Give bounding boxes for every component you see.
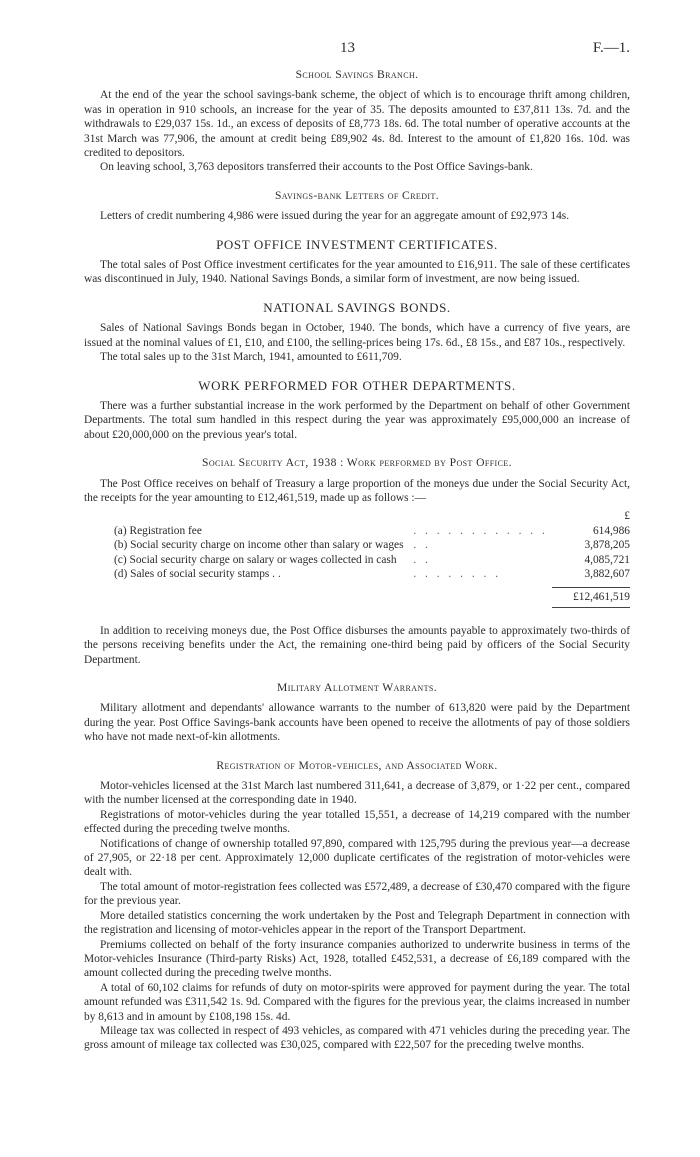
- row-amount: 3,878,205: [584, 539, 630, 552]
- paragraph: Registrations of motor-vehicles during the year totalled 15,551, a decrease of 14,219 compared with the number effected during the preceding twelve months.: [84, 808, 630, 836]
- paragraph: There was a further substantial increase in the work performed by the Department on behalf of other Government Departments. The total sum handled in this respect during the year was approximately £95,000,000 an increase of about £20,000,000 on the previous year's total.: [84, 399, 630, 441]
- table-row: [84, 538, 630, 552]
- paragraph: Military allotment and dependants' allowance warrants to the number of 613,820 were paid by the Department during the year. Post Office Savings-bank accounts have been opened to receive the allotments of pay of those soldiers who have not made next-of-kin allotments.: [84, 702, 630, 744]
- page-number: 13: [340, 40, 355, 56]
- paragraph: The total sales up to the 31st March, 1941, amounted to £611,709.: [100, 351, 402, 364]
- table-total-row: [84, 588, 630, 607]
- row-amount: 3,882,607: [584, 567, 630, 580]
- leader-dots: . . . . . . . . . . . .: [413, 524, 548, 537]
- paragraph: At the end of the year the school savings-bank scheme, the object of which is to encourage thrift among children, was in operation in 910 schools, an increase for the year of 35. The deposits amounted to £37,811 13s. 7d. and the withdrawals to £29,037 15s. 1d., an excess of deposits of £8,773 18s. 6d. The total number of operative accounts at the 31st March was 77,906, the amount at credit being £89,902 4s. 8d. Interest to the amount of £1,820 16s. 10d. was credited to depositors.: [84, 89, 630, 160]
- paragraph: On leaving school, 3,763 depositors transferred their accounts to the Post Office Savings-bank.: [100, 161, 533, 174]
- heading-military-allotment: Military Allotment Warrants.: [276, 681, 438, 694]
- heading-school-savings: School Savings Branch.: [295, 68, 419, 81]
- page-header: [84, 40, 630, 60]
- leader-dots: . .: [413, 539, 431, 552]
- paragraph: Letters of credit numbering 4,986 were issued during the year for an aggregate amount of £92,973 14s.: [100, 210, 570, 223]
- paragraph: More detailed statistics concerning the work undertaken by the Post and Telegraph Department in connection with the registration and licensing of motor-vehicles appear in the report of the Transport Department.: [84, 909, 630, 937]
- row-amount: 614,986: [592, 524, 630, 537]
- paragraph: Premiums collected on behalf of the forty insurance companies authorized to underwrite business in terms of the Motor-vehicles Insurance (Third-party Risks) Act, 1928, totalled £452,531, a decrease of £6,189 compared with the amount collected during the preceding twelve months.: [84, 938, 630, 980]
- table-row: [84, 553, 630, 567]
- total-amount: £12,461,519: [552, 588, 630, 607]
- paragraph: Sales of National Savings Bonds began in October, 1940. The bonds, which have a currency of five years, are issued at the nominal values of £1, £10, and £100, the selling-prices being 17s. 6d., £8 15s., and £87 10s., respectively.: [84, 322, 630, 349]
- heading-motor-vehicles: Registration of Motor-vehicles, and Associated Work.: [216, 758, 498, 772]
- heading-letters-of-credit: Savings-bank Letters of Credit.: [274, 188, 440, 202]
- paragraph: In addition to receiving moneys due, the Post Office disburses the amounts payable to approximately two-thirds of the persons receiving benefits under the Act, the remaining one-third being paid by officers of the Social Security Department.: [84, 624, 630, 666]
- row-label: (b) Social security charge on income other than salary or wages: [114, 539, 404, 552]
- paragraph: Notifications of change of ownership totalled 97,890, compared with 125,795 during the previous year—a decrease of 27,905, or 22·18 per cent. Approximately 12,000 duplicate certificates of the registration of motor-vehicles were dealt with.: [84, 837, 630, 879]
- heading-social-security: Social Security Act, 1938 : Work performed by Post Office.: [202, 456, 512, 470]
- currency-symbol: £: [624, 510, 630, 523]
- row-label: (d) Sales of social security stamps . .: [114, 567, 281, 580]
- paragraph: The total sales of Post Office investment certificates for the year amounted to £16,911. The sale of these certificates was discontinued in July, 1940. National Savings Bonds, a similar form of investment, are now being issued.: [84, 259, 630, 286]
- paragraph: The Post Office receives on behalf of Treasury a large proportion of the moneys due under the Social Security Act, the receipts for the year amounting to £12,461,519, made up as follows :—: [84, 477, 630, 504]
- table-row: [84, 524, 630, 538]
- paragraph: The total amount of motor-registration fees collected was £572,489, a decrease of £30,470 compared with the figure for the previous year.: [84, 880, 630, 908]
- paragraph: A total of 60,102 claims for refunds of duty on motor-spirits were approved for payment during the year. The total amount refunded was £311,542 1s. 9d. Compared with the figures for the previous year, the claims increased in number by 8,613 and in amount by £108,198 15s. 4d.: [84, 981, 630, 1023]
- table-row: [84, 567, 630, 581]
- heading-work-other-departments: WORK PERFORMED FOR OTHER DEPARTMENTS.: [198, 377, 516, 393]
- document-reference: F.—1.: [592, 40, 630, 56]
- page-body: [84, 68, 630, 1053]
- paragraph: Motor-vehicles licensed at the 31st March last numbered 311,641, a decrease of 3,879, or 1·22 per cent., compared with the number licensed at the corresponding date in 1940.: [84, 780, 630, 807]
- paragraph: Mileage tax was collected in respect of 493 vehicles, as compared with 471 vehicles during the preceding year. The gross amount of mileage tax collected was £30,025, compared with £22,507 for the preceding twelve months.: [84, 1024, 630, 1052]
- row-label: (a) Registration fee: [114, 524, 202, 537]
- heading-national-savings-bonds: NATIONAL SAVINGS BONDS.: [263, 299, 451, 315]
- receipts-table: [84, 509, 630, 607]
- row-amount: 4,085,721: [584, 553, 630, 566]
- leader-dots: . . . . . . . .: [413, 567, 502, 580]
- heading-investment-certificates: POST OFFICE INVESTMENT CERTIFICATES.: [216, 236, 498, 252]
- table-header-row: [84, 509, 630, 523]
- row-label: (c) Social security charge on salary or wages collected in cash: [114, 553, 397, 566]
- leader-dots: . .: [413, 553, 431, 566]
